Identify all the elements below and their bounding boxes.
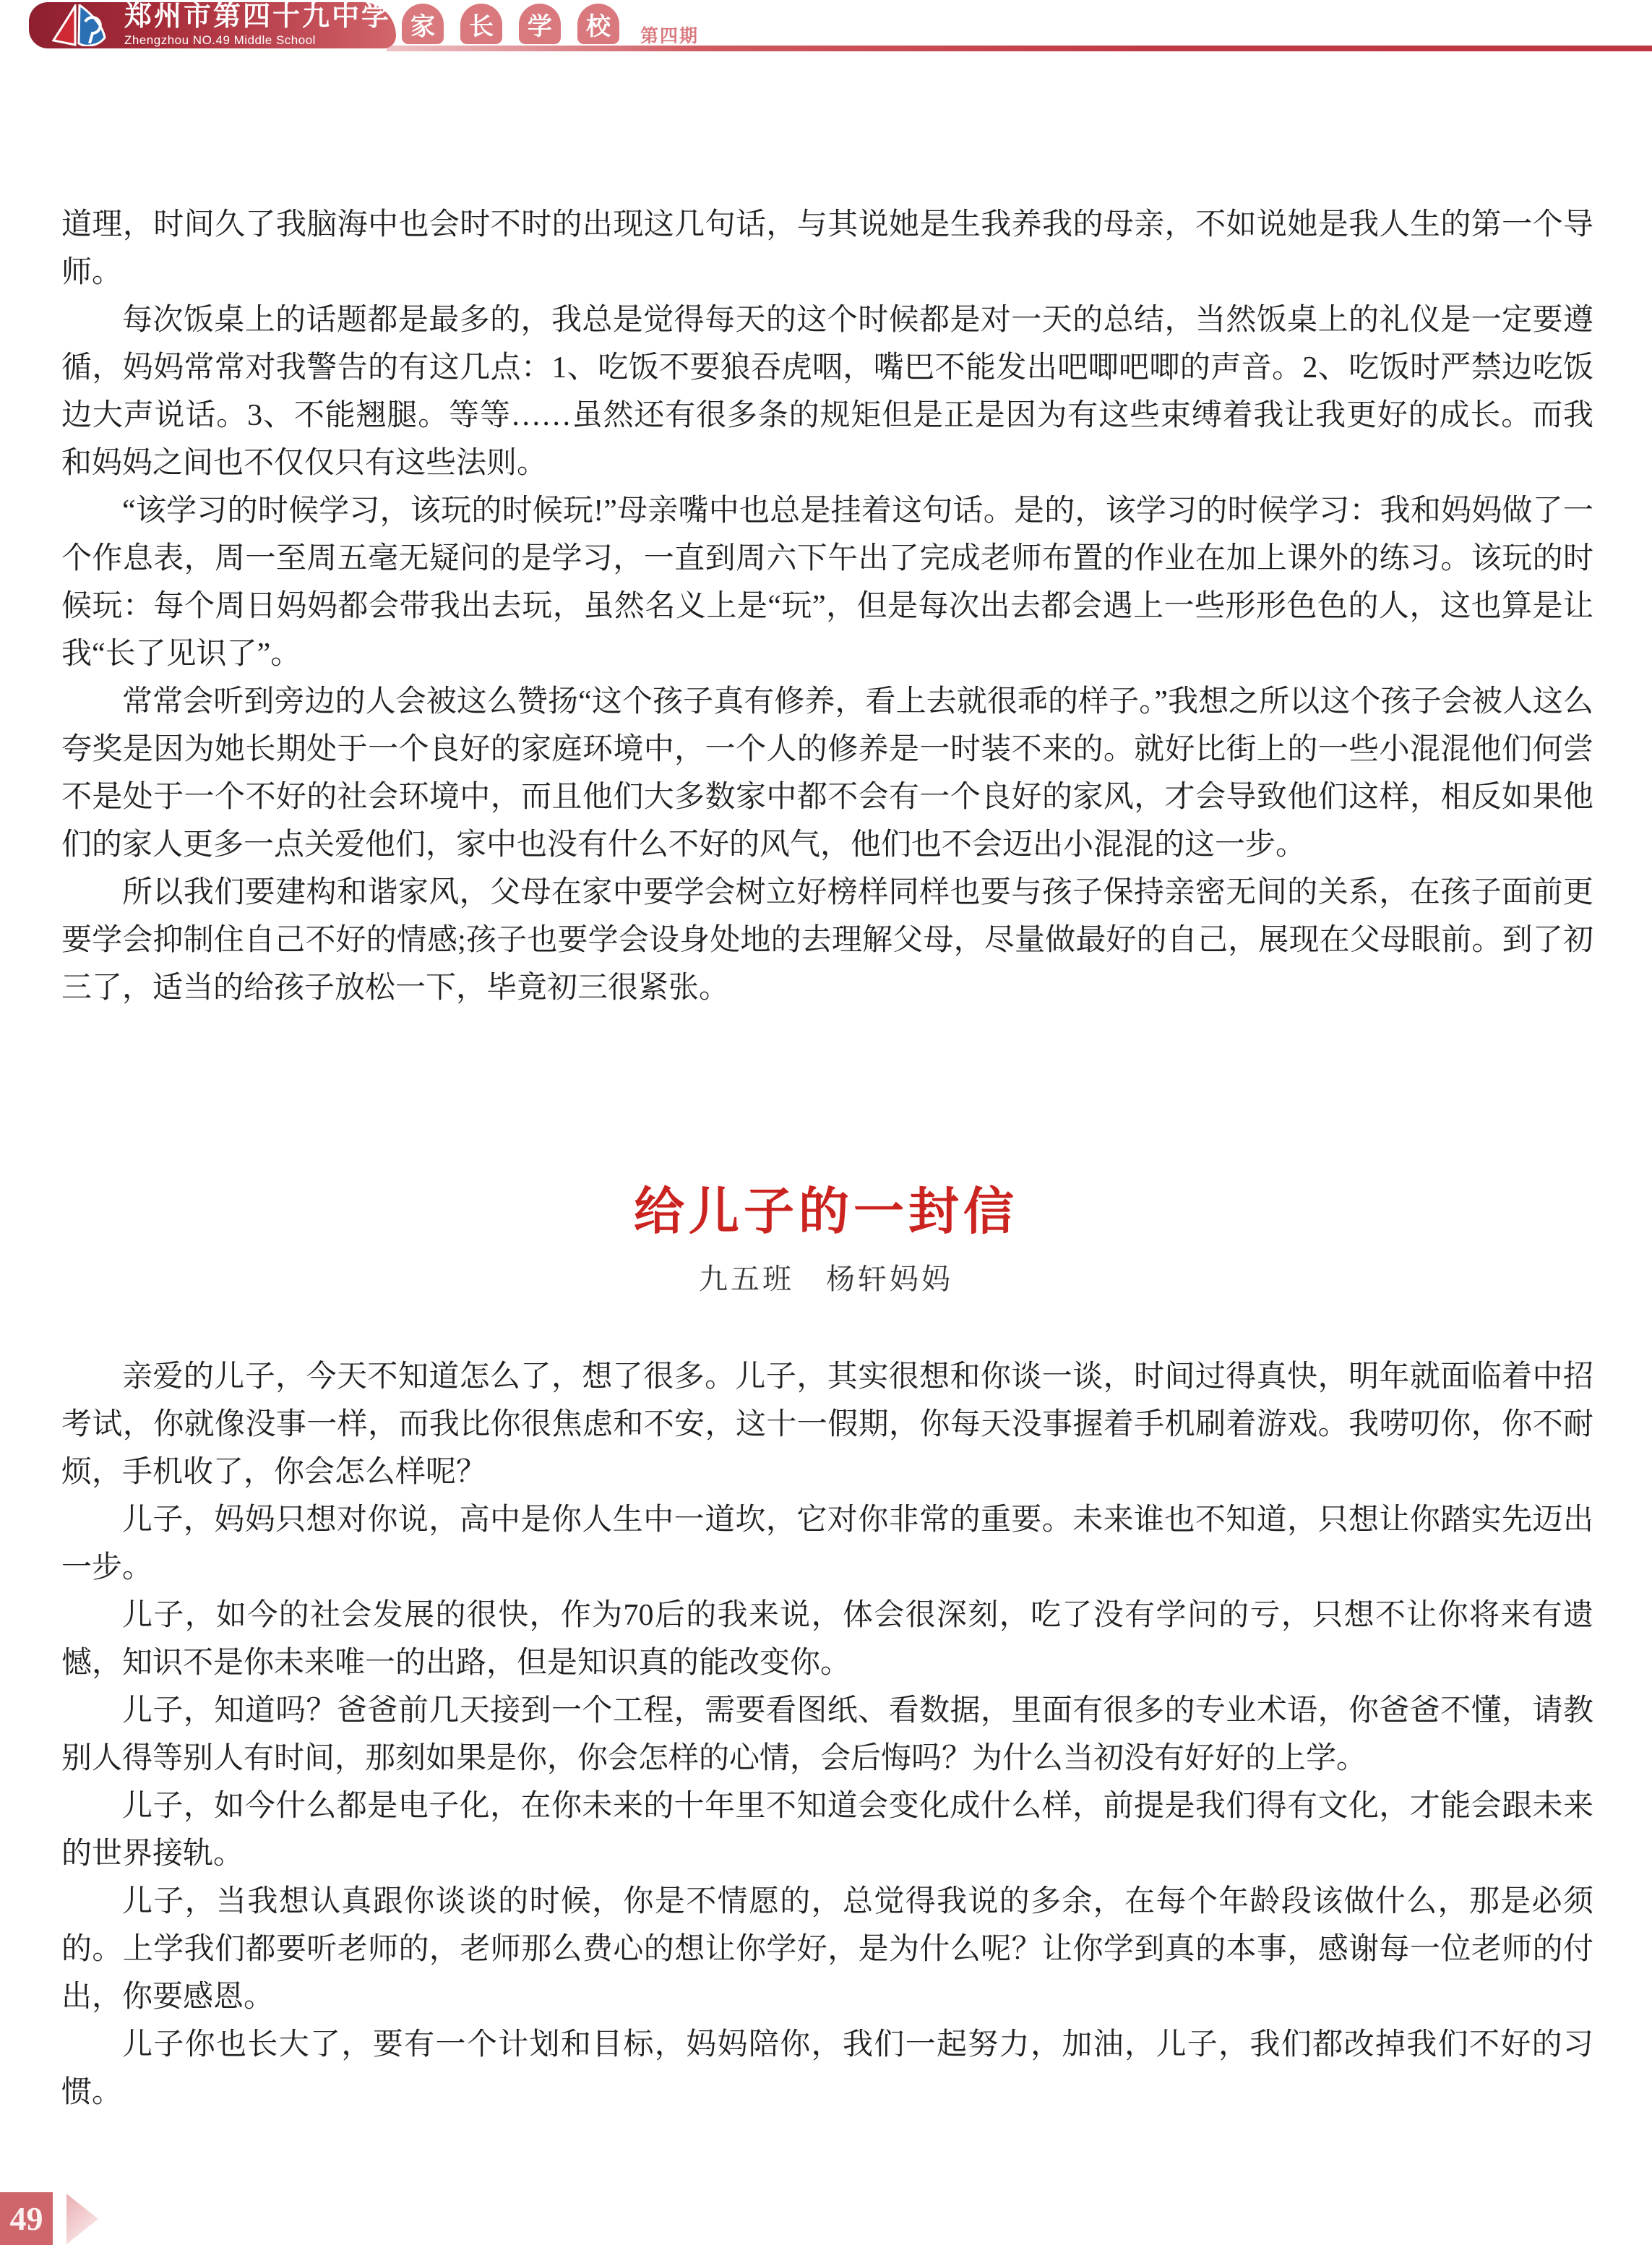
- paragraph: 亲爱的儿子，今天不知道怎么了，想了很多。儿子，其实很想和你谈一谈，时间过得真快，明年就面临着中招考试，你就像没事一样，而我比你很焦虑和不安，这十一假期，你每天没事握着手机刷着游戏。我唠叨你，你不耐烦，手机收了，你会怎么样呢？: [61, 1360, 1593, 1489]
- header-divider-line: [387, 46, 1652, 51]
- page-number: 49: [0, 2192, 53, 2245]
- school-names: [124, 3, 391, 48]
- paragraph: 儿子，知道吗？爸爸前几天接到一个工程，需要看图纸、看数据，里面有很多的专业术语，你爸爸不懂，请教别人得等别人有时间，那刻如果是你，你会怎样的心情，会后悔吗？为什么当初没有好好的上学。: [61, 1694, 1593, 1775]
- paragraph: “该学习的时候学习，该玩的时候玩!”母亲嘴中也总是挂着这句话。是的，该学习的时候学习：我和妈妈做了一个作息表，周一至周五毫无疑问的是学习，一直到周六下午出了完成老师布置的作业在加上课外的练习。该玩的时候玩：每个周日妈妈都会带我出去玩，虽然名义上是“玩”，但是每次出去都会遇上一些形形色色的人，这也算是让我“长了见识了”。: [61, 494, 1593, 671]
- school-banner: [29, 2, 396, 48]
- paragraph: 儿子，如今什么都是电子化，在你未来的十年里不知道会变化成什么样，前提是我们得有文化，才能会跟未来的世界接轨。: [61, 1790, 1593, 1871]
- school-name-cn: 郑州市第四十九中学: [124, 1, 392, 33]
- masthead-badge-zhang: 长: [460, 4, 502, 44]
- paragraph: 儿子，如今的社会发展的很快，作为70后的我来说，体会很深刻，吃了没有学问的亏，只想不让你将来有遗憾，知识不是你未来唯一的出路，但是知识真的能改变你。: [61, 1599, 1593, 1680]
- article-2-byline: 九五班 杨轩妈妈: [699, 1263, 953, 1295]
- paragraph: 所以我们要建构和谐家风，父母在家中要学会树立好榜样同样也要与孩子保持亲密无间的关系，在孩子面前更要学会抑制住自己不好的情感;孩子也要学会设身处地的去理解父母，尽量做最好的自己，展现在父母眼前。到了初三了，适当的给孩子放松一下，毕竟初三很紧张。: [61, 876, 1594, 1005]
- article-2-body: [61, 1353, 1593, 2116]
- paragraph: 儿子，妈妈只想对你说，高中是你人生中一道坎，它对你非常的重要。未来谁也不知道，只想让你踏实先迈出一步。: [61, 1503, 1593, 1584]
- masthead-badge-xiao: 校: [577, 4, 619, 44]
- paragraph: 每次饭桌上的话题都是最多的，我总是觉得每天的这个时候都是对一天的总结，当然饭桌上的礼仪是一定要遵循，妈妈常常对我警告的有这几点：1、吃饭不要狼吞虎咽，嘴巴不能发出吧唧吧唧的声音。2、吃饭时严禁边吃饭边大声说话。3、不能翘腿。等等……虽然还有很多条的规矩但是正是因为有这些束缚着我让我更好的成长。而我和妈妈之间也不仅仅只有这些法则。: [61, 304, 1593, 480]
- issue-label: 第四期: [640, 26, 700, 46]
- paragraph: 儿子，当我想认真跟你谈谈的时候，你是不情愿的，总觉得我说的多余，在每个年龄段该做什么，那是必须的。上学我们都要听老师的，老师那么费心的想让你学好，是为什么呢？让你学到真的本事，感谢每一位老师的付出，你要感恩。: [61, 1885, 1593, 2014]
- masthead-badges: [402, 4, 619, 44]
- masthead-badge-xue: 学: [519, 4, 561, 44]
- paragraph: 儿子你也长大了，要有一个计划和目标，妈妈陪你，我们一起努力，加油，儿子，我们都改掉我们不好的习惯。: [61, 2028, 1593, 2109]
- masthead-badge-jia: 家: [402, 4, 444, 44]
- school-name-en: Zhengzhou NO.49 Middle School: [124, 33, 316, 47]
- article-2-title: 给儿子的一封信: [634, 1183, 1018, 1240]
- paragraph: 常常会听到旁边的人会被这么赞扬“这个孩子真有修养，看上去就很乖的样子。”我想之所以这个孩子会被人这么夸奖是因为她长期处于一个良好的家庭环境中，一个人的修养是一时装不来的。就好比街上的一些小混混他们何尝不是处于一个不好的社会环境中，而且他们大多数家中都不会有一个良好的家风，才会导致他们这样，相反如果他们的家人更多一点关爱他们，家中也没有什么不好的风气，他们也不会迈出小混混的这一步。: [61, 685, 1593, 862]
- paragraph: 道理，时间久了我脑海中也会时不时的出现这几句话，与其说她是生我养我的母亲，不如说她是我人生的第一个导师。: [61, 208, 1593, 289]
- page-arrow-icon: [66, 2194, 98, 2244]
- school-logo-icon: [48, 4, 114, 46]
- article-1-body: [61, 201, 1593, 1012]
